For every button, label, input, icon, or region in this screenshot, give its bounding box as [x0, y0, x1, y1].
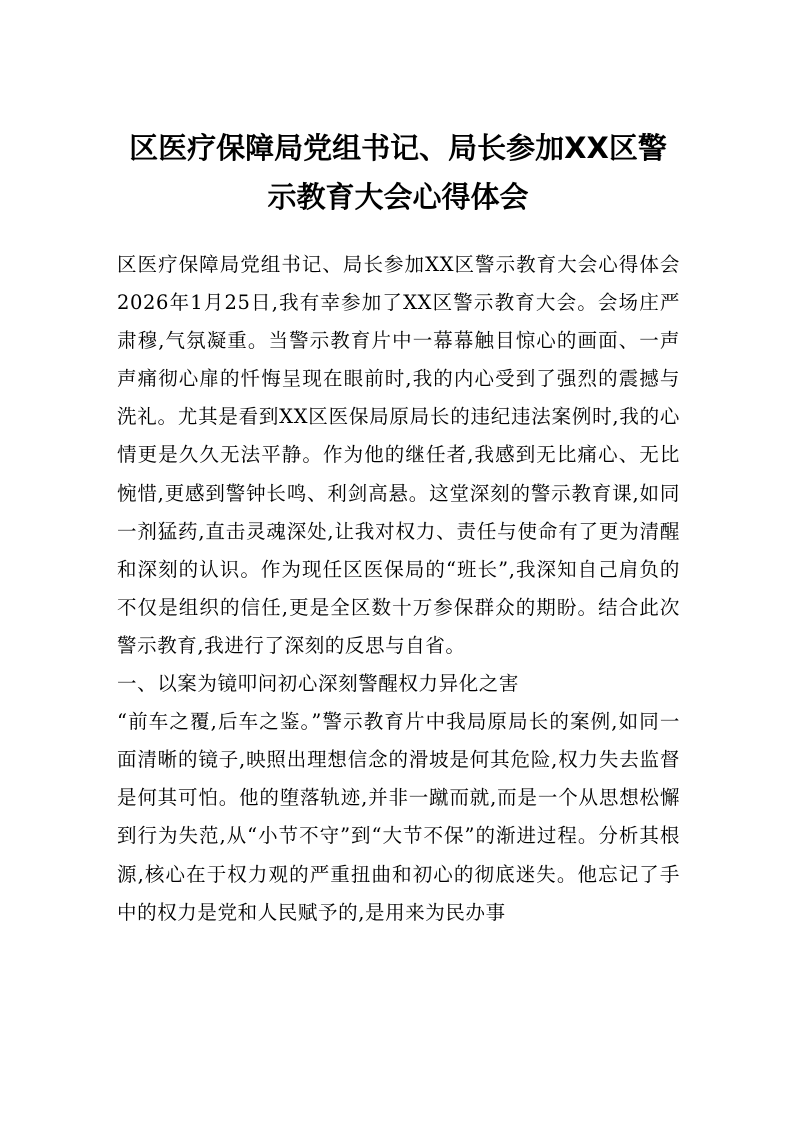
paragraph-intro: 区医疗保障局党组书记、局长参加XX区警示教育大会心得体会2026年1月25日,我有幸参加了XX区警示教育大会。会场庄严肃穆,气氛凝重。当警示教育片中一幕幕触目惊心的画面、一声声痛彻心扉的忏悔呈现在眼前时,我的内心受到了强烈的震撼与洗礼。尤其是看到XX区医保局原局长的违纪违法案例时,我的心情更是久久无法平静。作为他的继任者,我感到无比痛心、无比惋惜,更感到警钟长鸣、利剑高悬。这堂深刻的警示教育课,如同一剂猛药,直击灵魂深处,让我对权力、责任与使命有了更为清醒和深刻的认识。作为现任区医保局的“班长”,我深知自己肩负的不仅是组织的信任,更是全区数十万参保群众的期盼。结合此次警示教育,我进行了深刻的反思与自省。: [117, 253, 680, 657]
paragraph-section-1: “前车之覆,后车之鉴。”警示教育片中我局原局长的案例,如同一面清晰的镜子,映照出理想信念的滑坡是何其危险,权力失去监督是何其可怕。他的堕落轨迹,并非一蹴而就,而是一个从思想松懈到行为失范,从“小节不守”到“大节不保”的渐进过程。分析其根源,核心在于权力观的严重扭曲和初心的彻底迷失。他忘记了手中的权力是党和人民赋予的,是用来为民办事: [117, 710, 680, 924]
document-title: 区医疗保障局党组书记、局长参加XX区警示教育大会心得体会: [129, 131, 667, 214]
document-body: [117, 246, 680, 932]
section-heading-1: 一、以案为镜叩问初心深刻警醒权力异化之害: [117, 672, 520, 696]
